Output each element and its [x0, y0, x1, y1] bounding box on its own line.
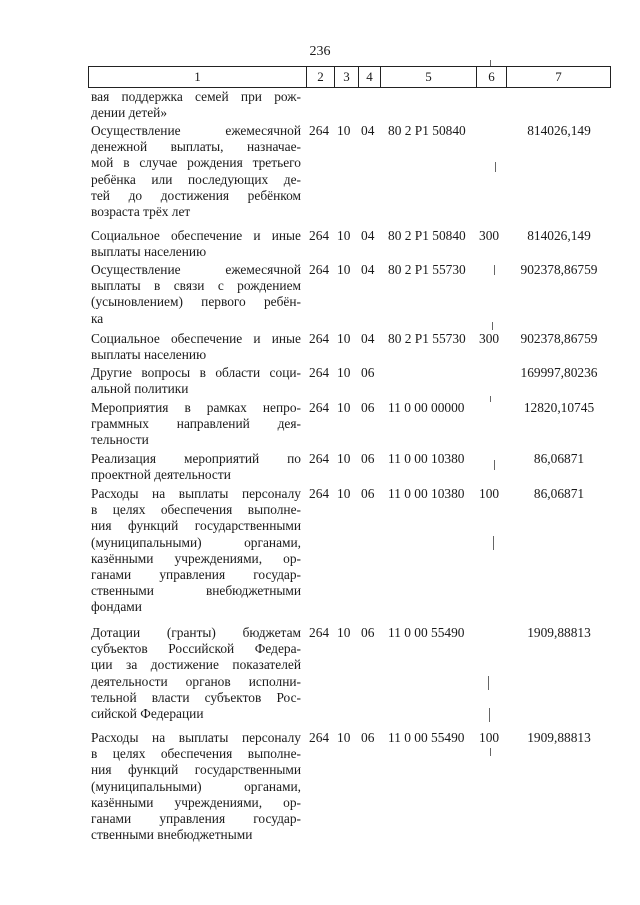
cell-c4: 06 — [361, 486, 375, 501]
margin-mark — [494, 265, 495, 275]
description-line: Социальное обеспечение и иные — [91, 228, 301, 243]
description-line: деятельности органов исполни- — [91, 673, 301, 689]
cell-c3: 10 — [337, 123, 351, 138]
cell-c7: 169997,80236 — [520, 365, 598, 380]
description-line: Осуществление ежемесячной — [91, 123, 301, 138]
cell-c2: 264 — [309, 625, 330, 640]
cell-c3: 10 — [337, 228, 351, 243]
cell-c3: 10 — [337, 730, 351, 745]
margin-mark — [490, 748, 491, 756]
cell-c5: 80 2 P1 50840 — [388, 228, 466, 243]
column-header-1: 1 — [89, 67, 307, 87]
cell-c2: 264 — [309, 365, 330, 380]
cell-c6: 300 — [479, 331, 500, 346]
cell-c5: 11 0 00 00000 — [388, 400, 465, 415]
cell-c3: 10 — [337, 365, 351, 380]
cell-c4: 06 — [361, 451, 375, 466]
row-description — [91, 331, 301, 363]
description-line: (усыновлением) первого ребён- — [91, 294, 301, 310]
description-line: выплаты населению — [91, 244, 207, 260]
description-line: казёнными учреждениями, ор- — [91, 794, 301, 810]
cell-c7: 86,06871 — [533, 486, 585, 501]
cell-c7: 86,06871 — [533, 451, 585, 466]
row-description — [91, 451, 301, 483]
cell-c4: 06 — [361, 365, 375, 380]
description-line: Расходы на выплаты персоналу — [91, 730, 301, 745]
cell-c3: 10 — [337, 400, 351, 415]
cell-c5: 11 0 00 10380 — [388, 451, 465, 466]
cell-c3: 10 — [337, 451, 351, 466]
description-line: казёнными учреждениями, ор- — [91, 550, 301, 566]
column-header-2: 2 — [307, 67, 335, 87]
description-line: ганами управления государ- — [91, 567, 301, 583]
description-line: ции за достижение показателей — [91, 657, 301, 673]
description-line: Дотации (гранты) бюджетам — [91, 625, 301, 640]
cell-c3: 10 — [337, 486, 351, 501]
description-line: субъектов Российской Федера- — [91, 641, 301, 657]
cell-c5: 11 0 00 55490 — [388, 625, 465, 640]
cell-c2: 264 — [309, 730, 330, 745]
description-line: проектной деятельности — [91, 467, 231, 483]
page-number: 236 — [309, 44, 331, 59]
description-line: тей до достижения ребёнком — [91, 187, 301, 203]
description-line: Социальное обеспечение и иные — [91, 331, 301, 346]
description-line: Расходы на выплаты персоналу — [91, 486, 301, 501]
description-line: тельной власти субъектов Рос- — [91, 689, 301, 705]
cell-c7: 814026,149 — [527, 228, 591, 243]
column-header-3: 3 — [335, 67, 359, 87]
cell-c3: 10 — [337, 331, 351, 346]
cell-c5: 80 2 P1 55730 — [388, 262, 466, 277]
description-line: дении детей» — [91, 105, 168, 121]
column-header-5: 5 — [381, 67, 477, 87]
margin-mark — [493, 536, 494, 550]
description-line: граммных направлений дея- — [91, 416, 301, 432]
margin-mark — [490, 60, 491, 66]
cell-c6: 100 — [479, 486, 500, 501]
description-line: возраста трёх лет — [91, 204, 191, 220]
cell-c7: 902378,86759 — [520, 331, 598, 346]
cell-c5: 80 2 P1 55730 — [388, 331, 466, 346]
cell-c7: 1909,88813 — [527, 730, 591, 745]
row-description — [91, 625, 301, 722]
description-line: сийской Федерации — [91, 706, 204, 722]
description-line: ственными внебюджетными — [91, 583, 301, 599]
cell-c7: 1909,88813 — [527, 625, 591, 640]
description-line: в целях обеспечения выполне- — [91, 746, 301, 762]
row-description — [91, 486, 301, 616]
margin-mark — [495, 162, 496, 172]
cell-c3: 10 — [337, 262, 351, 277]
cell-c3: 10 — [337, 625, 351, 640]
row-description — [91, 262, 301, 327]
table-header — [88, 66, 611, 88]
column-header-4: 4 — [359, 67, 381, 87]
cell-c5: 11 0 00 55490 — [388, 730, 465, 745]
description-line: ственными внебюджетными — [91, 827, 253, 843]
description-line: ка — [91, 310, 104, 326]
margin-mark — [489, 708, 490, 722]
description-line: ганами управления государ- — [91, 811, 301, 827]
description-line: денежной выплаты, назначае- — [91, 139, 301, 155]
description-line: ния функций государственными — [91, 762, 301, 778]
description-line: альной политики — [91, 381, 189, 397]
cell-c7: 902378,86759 — [520, 262, 598, 277]
cell-c4: 04 — [361, 123, 375, 138]
description-line: в целях обеспечения выполне- — [91, 502, 301, 518]
cell-c2: 264 — [309, 331, 330, 346]
cell-c4: 06 — [361, 730, 375, 745]
description-line: тельности — [91, 432, 149, 448]
cell-c2: 264 — [309, 400, 330, 415]
cell-c4: 06 — [361, 400, 375, 415]
description-line: (муниципальными) органами, — [91, 778, 301, 794]
cell-c4: 06 — [361, 625, 375, 640]
column-header-7: 7 — [555, 69, 562, 84]
cell-c5: 80 2 P1 50840 — [388, 123, 466, 138]
row-description — [91, 89, 301, 121]
cell-c2: 264 — [309, 228, 330, 243]
description-line: Реализация мероприятий по — [91, 451, 301, 466]
description-line: ния функций государственными — [91, 518, 301, 534]
description-line: Осуществление ежемесячной — [91, 262, 301, 277]
cell-c2: 264 — [309, 486, 330, 501]
margin-mark — [490, 396, 491, 402]
cell-c2: 264 — [309, 123, 330, 138]
margin-mark — [488, 676, 489, 690]
description-line: вая поддержка семей при рож- — [91, 89, 301, 104]
row-description — [91, 365, 301, 397]
row-description — [91, 228, 301, 260]
description-line: Другие вопросы в области соци- — [91, 365, 301, 380]
column-header-6: 6 — [477, 67, 507, 87]
cell-c6: 300 — [479, 228, 500, 243]
cell-c2: 264 — [309, 262, 330, 277]
cell-c4: 04 — [361, 331, 375, 346]
cell-c6: 100 — [479, 730, 500, 745]
row-description — [91, 400, 301, 449]
description-line: Мероприятия в рамках непро- — [91, 400, 301, 415]
description-line: фондами — [91, 599, 142, 615]
cell-c7: 12820,10745 — [523, 400, 595, 415]
row-description — [91, 730, 301, 843]
cell-c5: 11 0 00 10380 — [388, 486, 465, 501]
margin-mark — [494, 460, 495, 470]
description-line: мой в случае рождения третьего — [91, 155, 301, 171]
description-line: выплаты в связи с рождением — [91, 278, 301, 294]
margin-mark — [492, 322, 493, 330]
cell-c4: 04 — [361, 262, 375, 277]
cell-c7: 814026,149 — [527, 123, 591, 138]
row-description — [91, 123, 301, 220]
description-line: ребёнка или последующих де- — [91, 171, 301, 187]
cell-c2: 264 — [309, 451, 330, 466]
description-line: (муниципальными) органами, — [91, 534, 301, 550]
cell-c4: 04 — [361, 228, 375, 243]
description-line: выплаты населению — [91, 347, 207, 363]
